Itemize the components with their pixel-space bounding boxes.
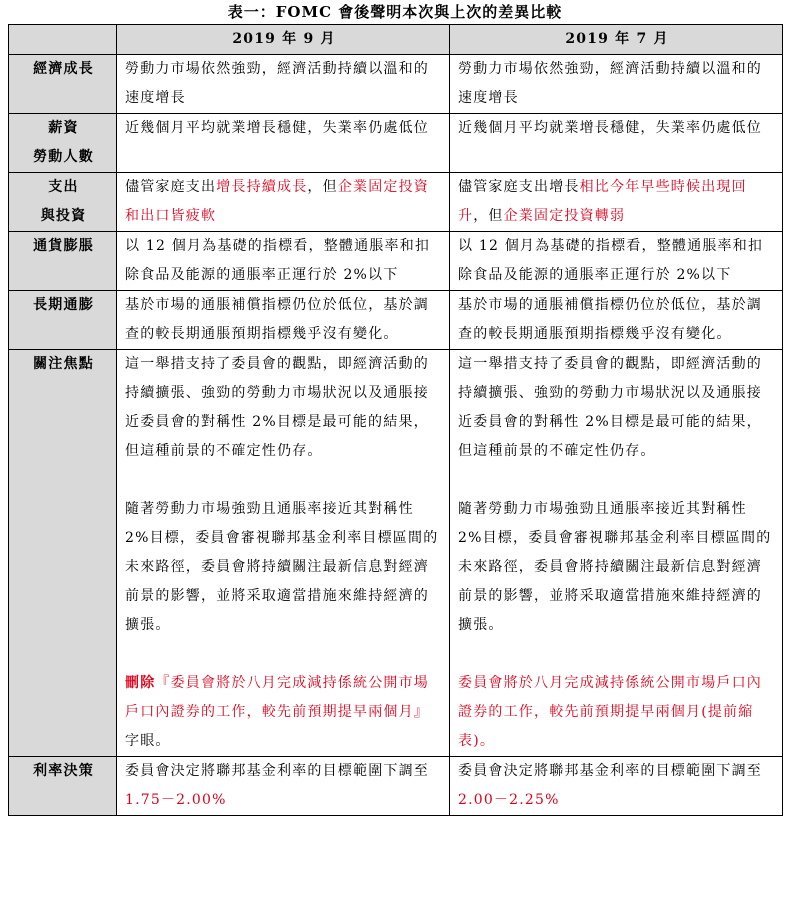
cell-text-segment: 儘管家庭支出: [125, 179, 217, 195]
row-label-line: 勞動人數: [33, 149, 94, 165]
row-label-line: 經濟成長: [33, 61, 94, 77]
header-jul-2019: 2019 年 7 月: [450, 25, 783, 55]
row-label: [9, 291, 117, 350]
table-row: [9, 291, 783, 350]
row-label-line: 關注焦點: [33, 356, 94, 372]
paragraph-gap: [125, 466, 443, 495]
cell-text-segment: 增長持續成長: [216, 179, 308, 195]
focus-jul-paragraph-2: 隨著勞動力市場強勁且通脹率接近其對稱性 2%目標，委員會審視聯邦基金利率目標區間的未來路徑，委員會將持續關注最新信息對經濟前景的影響，並將采取適當措施來維持經濟的擴張。: [458, 501, 772, 633]
rate-sep-seg-0: 委員會決定將聯邦基金利率的目標範圍下調至: [125, 763, 429, 779]
paragraph-gap: [458, 640, 776, 669]
row-label-line: 支出: [48, 179, 79, 195]
row-label: [9, 173, 117, 232]
cell-text-segment: 以 12 個月為基礎的指標看，整體通脹率和扣除食品及能源的通脹率正運行於 2%以下: [458, 238, 764, 283]
cell-jul-rate: [450, 757, 783, 816]
cell-text-segment: 勞動力市場依然強勁，經濟活動持續以溫和的速度增長: [125, 61, 429, 106]
table-row-focus: [9, 350, 783, 757]
cell-text-segment: 相比今年早些時候出現回升: [458, 179, 747, 224]
cell-text-segment: 基於市場的通脹補償指標仍位於低位，基於調查的較長期通脹預期指標幾乎沒有變化。: [458, 297, 762, 342]
focus-sep-p3-seg-0: 刪除: [125, 675, 156, 691]
cell-text-segment: 儘管家庭支出增長: [458, 179, 580, 195]
table-row: [9, 114, 783, 173]
rate-jul-seg-1: 2.00－2.25%: [458, 792, 560, 808]
row-label-rate: [9, 757, 117, 816]
cell-sep: [117, 55, 450, 114]
focus-sep-p3-seg-1: 『委員會將於八月完成減持係統公開市場戶口內證券的工作，較先前預期提早兩個月』: [125, 675, 430, 720]
cell-text-segment: ，但: [473, 208, 504, 224]
row-label-line: 薪資: [48, 120, 79, 136]
rate-sep-seg-1: 1.75－2.00%: [125, 792, 227, 808]
cell-sep: [117, 232, 450, 291]
comparison-table: [8, 24, 783, 816]
row-label: [9, 232, 117, 291]
focus-sep-p3-seg-2: 字眼。: [125, 733, 171, 749]
table-row: [9, 173, 783, 232]
cell-text-segment: 基於市場的通脹補償指標仍位於低位，基於調查的較長期通脹預期指標幾乎沒有變化。: [125, 297, 429, 342]
cell-text-segment: 企業固定投資和出口皆疲軟: [125, 179, 430, 224]
cell-text-segment: 勞動力市場依然強勁，經濟活動持續以溫和的速度增長: [458, 61, 762, 106]
row-label-line: 利率決策: [33, 763, 94, 779]
row-label-line: 長期通膨: [33, 297, 94, 313]
cell-jul: [450, 173, 783, 232]
header-corner: [9, 25, 117, 55]
cell-text-segment: ，但: [307, 179, 338, 195]
rate-jul-seg-0: 委員會決定將聯邦基金利率的目標範圍下調至: [458, 763, 762, 779]
row-label: [9, 114, 117, 173]
cell-sep-rate: [117, 757, 450, 816]
focus-jul-paragraph-3: 委員會將於八月完成減持係統公開市場戶口內證券的工作，較先前預期提早兩個月(提前縮表)。: [458, 675, 762, 749]
table-row-rate: [9, 757, 783, 816]
focus-jul-paragraph-1: 這一舉措支持了委員會的觀點，即經濟活動的持續擴張、強勁的勞動力市場狀況以及通脹接近委員會的對稱性 2%目標是最可能的結果，但這種前景的不確定性仍存。: [458, 356, 762, 459]
table-row: [9, 232, 783, 291]
cell-jul: [450, 232, 783, 291]
table-title: 表一：FOMC 會後聲明本次與上次的差異比較: [227, 3, 563, 21]
focus-sep-paragraph-1: 這一舉措支持了委員會的觀點，即經濟活動的持續擴張、強勁的勞動力市場狀況以及通脹接近委員會的對稱性 2%目標是最可能的結果，但這種前景的不確定性仍存。: [125, 356, 429, 459]
row-label-line: 與投資: [40, 208, 87, 224]
cell-sep-focus: [117, 350, 450, 757]
cell-sep: [117, 173, 450, 232]
paragraph-gap: [458, 466, 776, 495]
cell-text-segment: 企業固定投資轉弱: [503, 208, 626, 224]
row-label-focus: [9, 350, 117, 757]
cell-text-segment: 近幾個月平均就業增長穩健，失業率仍處低位: [125, 120, 429, 136]
row-label-line: 通貨膨脹: [33, 238, 94, 254]
cell-jul-focus: [450, 350, 783, 757]
table-row: [9, 55, 783, 114]
paragraph-gap: [125, 640, 443, 669]
cell-text-segment: 以 12 個月為基礎的指標看，整體通脹率和扣除食品及能源的通脹率正運行於 2%以下: [125, 238, 431, 283]
cell-jul: [450, 114, 783, 173]
cell-text-segment: 近幾個月平均就業增長穩健，失業率仍處低位: [458, 120, 762, 136]
focus-sep-paragraph-2: 隨著勞動力市場強勁且通脹率接近其對稱性 2%目標，委員會審視聯邦基金利率目標區間的未來路徑，委員會將持續關注最新信息對經濟前景的影響，並將采取適當措施來維持經濟的擴張。: [125, 501, 439, 633]
header-sep-2019: 2019 年 9 月: [117, 25, 450, 55]
focus-sep-paragraph-3: [125, 669, 443, 756]
cell-jul: [450, 291, 783, 350]
row-label: [9, 55, 117, 114]
cell-jul: [450, 55, 783, 114]
cell-sep: [117, 114, 450, 173]
table-header-row: [9, 25, 783, 55]
cell-sep: [117, 291, 450, 350]
